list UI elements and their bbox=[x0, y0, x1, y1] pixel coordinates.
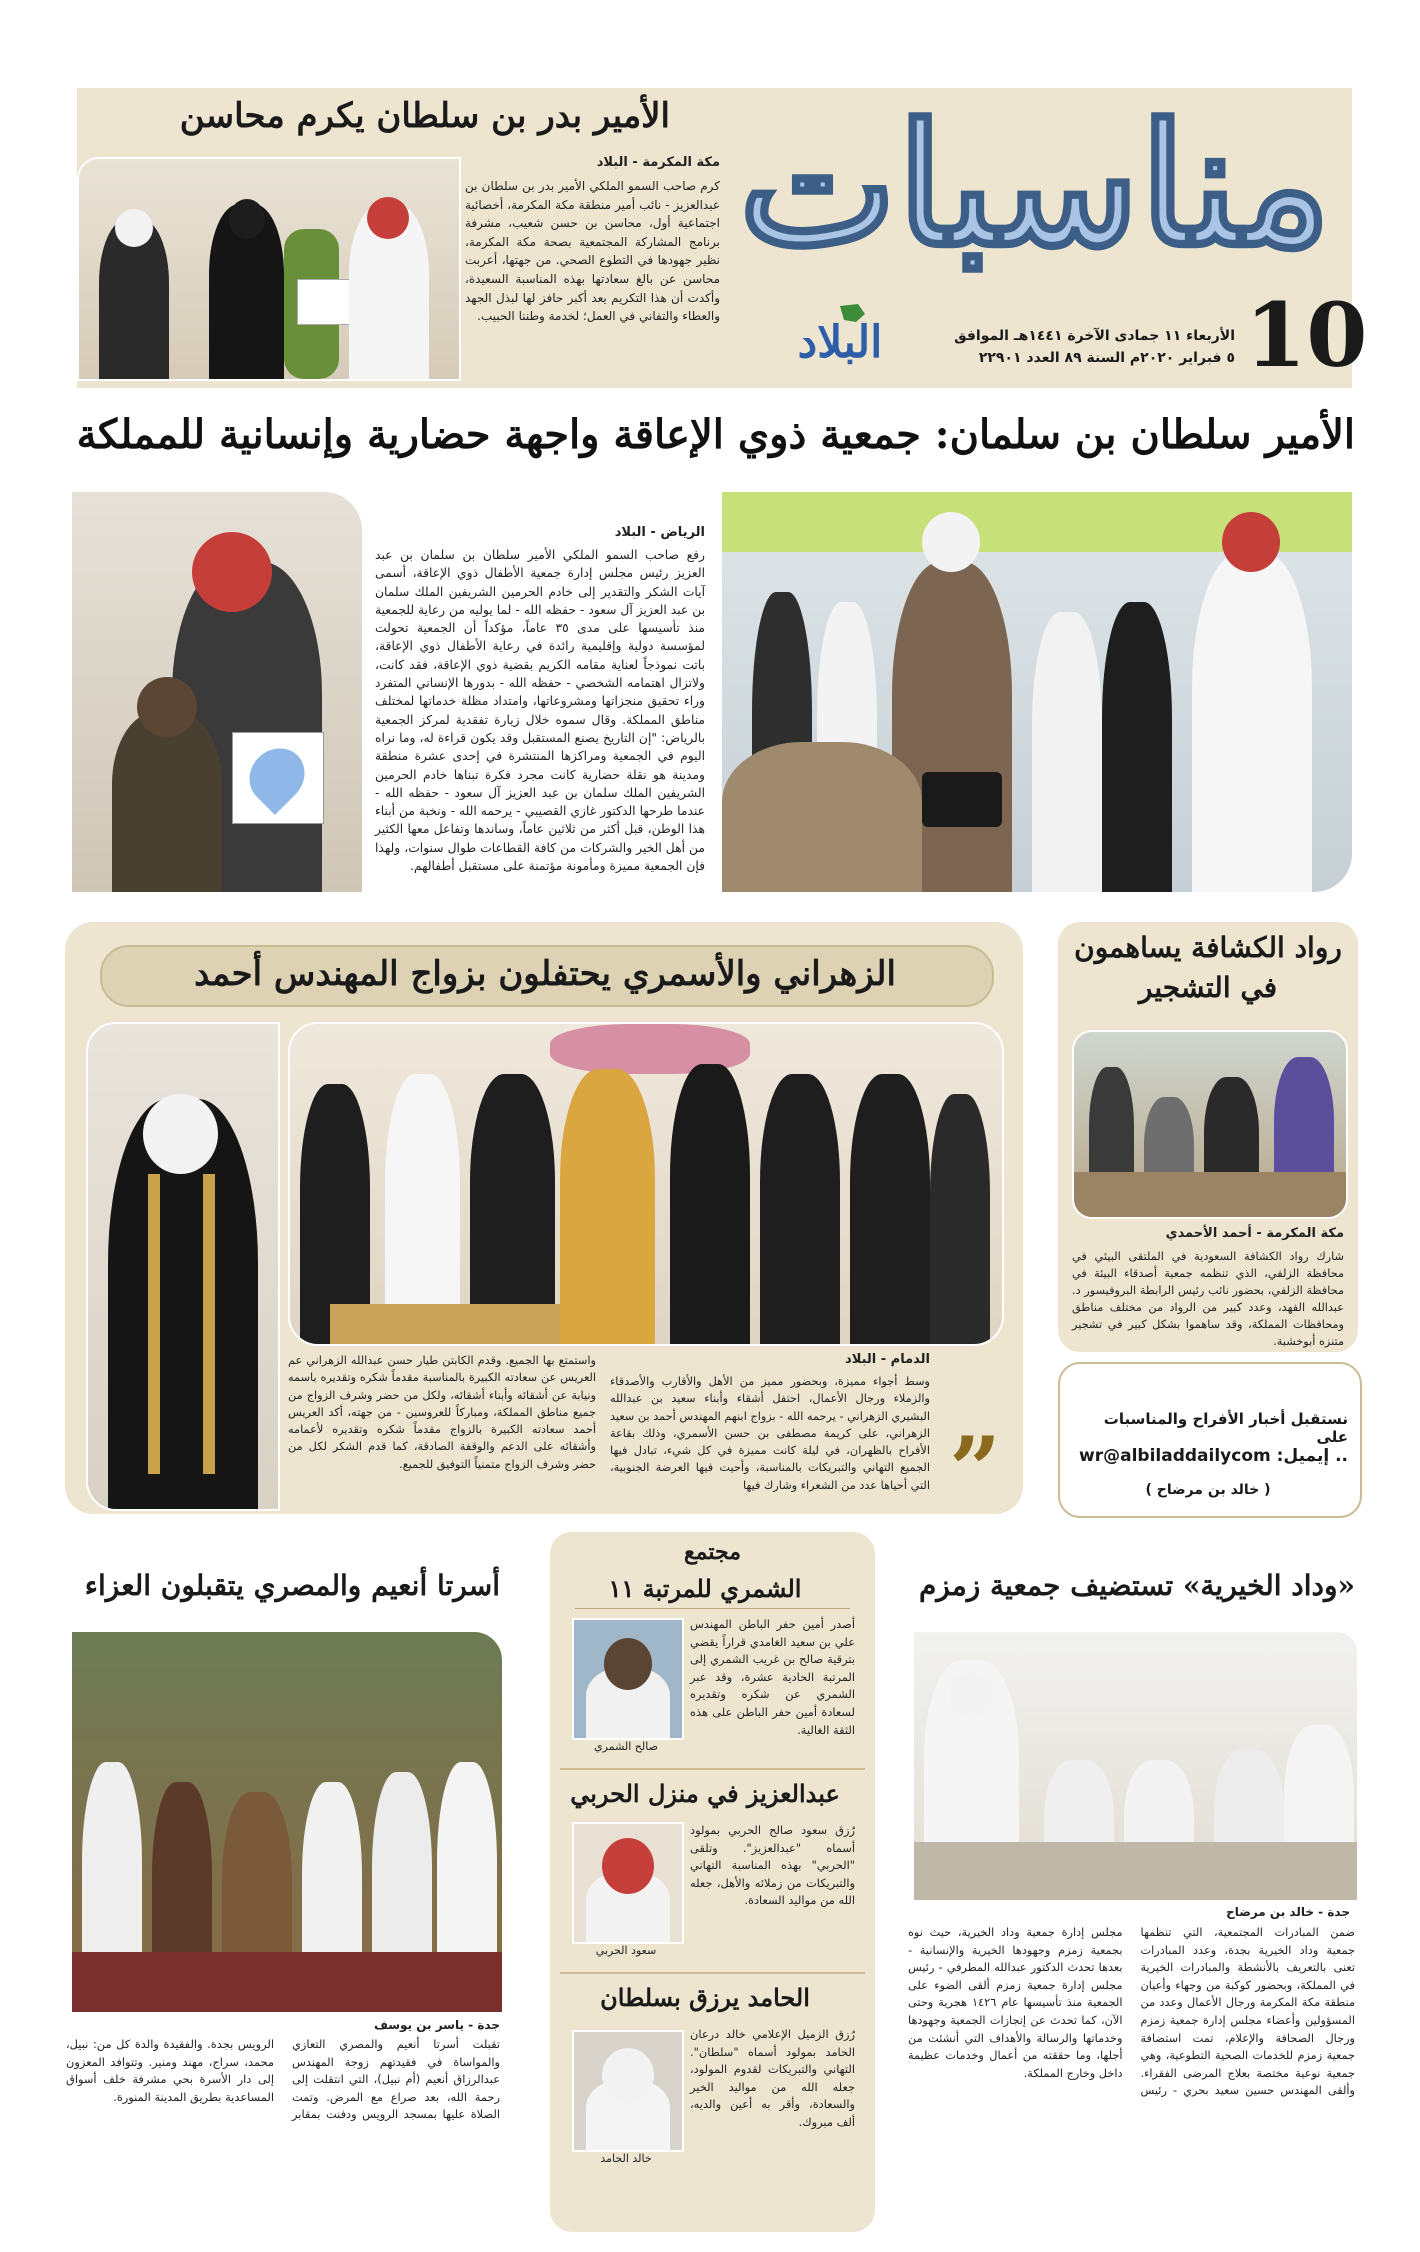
sultan-photo-side bbox=[70, 490, 364, 894]
condolence-headline: أسرتا أنعيم والمصري يتقبلون العزاء bbox=[84, 1569, 500, 1602]
community-item-2-caption: سعود الحربي bbox=[595, 1944, 657, 1957]
community-item-3-headline: الحامد يرزق بسلطان bbox=[600, 1983, 810, 2012]
sultan-body: رفع صاحب السمو الملكي الأمير سلطان بن سلمان بن عبد العزيز رئيس مجلس إدارة جمعية الأطفال ذوي الإعاقة، أسمى آيات الشكر والتقدير إلى خادم الحرمين الشريفين الملك سلمان بن عبد العزيز آل سعود - حفظه الله - لما يوليه من رعاية للجمعية منذ تأسيسها على مدى ٣٥ عاماً، مؤكداً أن الجمعية تحولت لمؤسسة دولية وإقليمية رائدة في رعاية الأطفال ذوي الإعاقة، باتت نموذجاً لعناية مقامه الكريم بقضية ذوي الإعاقة، فقد كانت، ولاتزال اهتمامه الشخصي - حفظه الله - بدورها الإنساني المتفرد وراء تحقيق منجزاتها ومشروعاتها، وامتداد مظلة خدماتها لمختلف مناطق المملكة. وقال سموه خلال زيارة تفقدية لمركز الجمعية بالرياض: "إن التاريخ يصنع المستقبل وقد يكون قراءة له، وما نراه اليوم في الجمعية ومراكزها المنتشرة في إحدى عشرة منطقة ومدينة هو نقلة حضارية كانت مجرد فكرة تبناها خادم الحرمين الشريفين الملك سلمان بن عبد العزيز آل سعود - حفظه الله - عندما طرحها الدكتور غازي القصيبي - يرحمه الله - ونخبة من أبناء هذا الوطن، قبل أكثر من ثلاثين عاماً، وساندها وتفاعل معها الكثير من أهل الخير والشركات من كافة القطاعات طوال سنوات، ولهذا فإن الجمعية مميزة ومأمونة مؤتمنة على مستقبل أطفالهم. bbox=[375, 548, 705, 874]
community-label: مجتمع bbox=[683, 1539, 742, 1565]
zahrani-photo-groom bbox=[86, 1022, 280, 1511]
zahrani-body-left: واستمتع بها الجميع. وقدم الكابتن طيار حسن عبدالله الزهراني عم العريس عن سعادته الكبيرة بالمناسبة مقدماً شكره وتقديره باسمه ونيابة عن أشقائه وأبناء أشقائه، ولكل من حضر وشرف الزواج من جميع مناطق المملكة، ومباركاً للعروسين - من جهته، أكد العريس أحمد سعادته الكبيرة بالزواج مقدماً شكره وتقديره لأعمامه وأشقائه على الدعم والوقفة الصادقة، كما قدم الشكر لكل من حضر وشرف الزواج متمنياً التوفيق للجميع. bbox=[288, 1354, 596, 1471]
newspaper-logo: البلاد bbox=[770, 300, 910, 375]
sultan-photo-main bbox=[720, 490, 1354, 894]
contact-email[interactable]: .. إيميل: wr@albiladdailycom bbox=[1079, 1446, 1348, 1466]
community-item-1-body: أصدر أمين حفر الباطن المهندس علي بن سعيد الغامدي قراراً يقضي بترقية صالح بن غريب الشمري إلى المرتبة الحادية عشرة، وقد عبر الشمري عن شكره وتقديره لسعادة أمين حفر الباطن على هذه الثقة الغالية. bbox=[690, 1617, 855, 1737]
zahrani-headline: الزهراني والأسمري يحتفلون بزواج المهندس أحمد bbox=[194, 954, 896, 994]
community-item-1-headline: الشمري للمرتبة ١١ bbox=[608, 1574, 802, 1603]
widad-byline: جدة - خالد بن مرضاح bbox=[1226, 1905, 1350, 1919]
community-item-2-headline: عبدالعزيز في منزل الحربي bbox=[570, 1779, 840, 1808]
badr-body: كرم صاحب السمو الملكي الأمير بدر بن سلطان بن عبدالعزيز - نائب أمير منطقة مكة المكرمة، أخصائية اجتماعية أول، محاسن بن حسن شعيب، مشرفة برنامج المشاركة المجتمعية بصحة مكة المكرمة، نظير جهودها في التطوع الصحي. من جهتها، أعربت محاسن عن بالغ سعادتها بهذه المناسبة السعيدة، وأكدت أن هذا التكريم يعد أكبر حافز لها لبذل الجهد والعطاء والتفاني في العمل؛ لخدمة وطننا الحبيب. bbox=[465, 179, 720, 324]
zahrani-body-right: وسط أجواء مميزة، وبحضور مميز من الأهل والأقارب والأصدقاء والزملاء ورجال الأعمال، احتفل أشقاء وأبناء سعيد بن عبدالله البشيري الزهراني - يرحمه الله - بزواج ابنهم المهندس أحمد بن سعيد الزهراني، على كريمة مصطفى بن حسن الأسمري، وذلك بقاعة الأفراح بالظهران، في ليلة كانت مميزة في كل شيء، تبادل فيها الجميع التهاني والتبريكات بالمناسبة، وأحيت فيها العرضة الجنوبية، التي أحياها عدد من الشعراء وشارك فيها bbox=[610, 1375, 930, 1492]
scouts-photo bbox=[1072, 1030, 1348, 1219]
condolence-byline: جدة - ياسر بن يوسف bbox=[373, 2018, 500, 2032]
sultan-headline: الأمير سلطان بن سلمان: جمعية ذوي الإعاقة واجهة حضارية وإنسانية للمملكة bbox=[76, 411, 1355, 458]
contact-name: ( خالد بن مرضاح ) bbox=[1145, 1482, 1271, 1498]
community-item-3-caption: خالد الحامد bbox=[600, 2152, 652, 2165]
community-item-2-body: رُزق سعود صالح الحربي بمولود أسماه "عبدالعزيز". وتلقى "الحربي" بهذه المناسبة التهاني والتبريكات من زملائه والأهل، جعله الله من مواليد السعادة. bbox=[690, 1823, 855, 1908]
badr-headline: الأمير بدر بن سلطان يكرم محاسن bbox=[179, 96, 670, 136]
badr-photo bbox=[77, 157, 461, 381]
community-item-1-photo bbox=[572, 1618, 684, 1740]
widad-body: ضمن المبادرات المجتمعية، التي تنظمها جمعية وداد الخيرية بجدة، وعدد المبادرات تعنى بالتعريف بالأنشطة والمبادرات الخيرية في المملكة، وبحضور كوكبة من وجهاء وأعيان منطقة مكة المكرمة ورجال الأعمال وعدد من المسؤولين وأعضاء مجلس إدارة جمعية زمزم ورجال الصحافة والإعلام، تمت استضافة جمعية زمزم للخدمات الصحية التطوعية، وهي جمعية نوعية مختصة بعلاج المرضى الفقراء. وألقى المهندس حسين سعيد بحري - رئيس مجلس إدارة جمعية وداد الخيرية، حيث نوه بجمعية زمزم وجهودها الخيرية والإنسانية - بعدها تحدث الدكتور عبدالله المطرفي - رئيس مجلس إدارة جمعية زمزم ألقى الضوء على الجمعية منذ تأسيسها عام ١٤٢٦ هجرية وحتى الآن، كما تحدث عن إنجازات الجمعية وجهودها وخدماتها والرسالة والأهداف التي أنشئت من أجلها، وما حققته من أعمال وخدمات عظيمة داخل وخارج المملكة. bbox=[908, 1926, 1355, 2098]
scouts-body: شارك رواد الكشافة السعودية في الملتقى البيئي في محافظة الزلفي، الذي تنظمه جمعية أصدقاء البيئة في محافظة الزلفي، بحضور نائب رئيس الرابطة البروفيسور د. عبدالله الفهد، وعدد كبير من الرواد من مختلف مناطق ومحافظات المملكة، وقد ساهموا بشكل كبير في تشجير متنزه أبوخشبة. bbox=[1072, 1250, 1344, 1348]
contact-line-1: نستقبل أخبار الأفراح والمناسبات على bbox=[1103, 1410, 1348, 1446]
scouts-byline: مكة المكرمة - أحمد الأحمدي bbox=[1165, 1226, 1344, 1241]
community-item-2-image bbox=[572, 1822, 684, 1944]
condolence-body: تقبلت أسرتا أنعيم والمصري التعازي والمواساة في فقيدتهم زوجة المهندس عبدالرزاق أنعيم (أم نبيل)، التي انتقلت إلى رحمة الله، بعد صراع مع المرض. وتمت الصلاة عليها بمسجد الرويس ودفنت بمقابر الرويس بجدة. والفقيدة والدة كل من: نبيل، محمد، سراج، مهند ومنير. وتتوافد المعزون إلى دار الأسرة بحي مشرفة خلف أسواق المساعدية بطريق المدينة المنورة. bbox=[66, 2037, 500, 2122]
date-line-1: الأربعاء ١١ جمادى الآخرة ١٤٤١هـ الموافق bbox=[954, 328, 1235, 344]
date-line-2: ٥ فبراير ٢٠٢٠م السنة ٨٩ العدد ٢٢٩٠١ bbox=[978, 350, 1235, 366]
community-item-3-image bbox=[572, 2030, 684, 2152]
sultan-byline: الرياض - البلاد bbox=[614, 525, 705, 540]
section-title: مناسبات bbox=[738, 86, 1332, 284]
scouts-headline: رواد الكشافة يساهمون في التشجير bbox=[1074, 931, 1342, 1004]
badr-byline: مكة المكرمة - البلاد bbox=[596, 155, 720, 170]
widad-photo bbox=[912, 1630, 1359, 1902]
quote-mark-icon: ” bbox=[949, 1417, 1001, 1523]
zahrani-photo-group bbox=[288, 1022, 1004, 1346]
community-item-3-body: رُزق الزميل الإعلامي خالد درعان الحامد بمولود أسماه "سلطان". التهاني والتبريكات لقدوم المولود، جعله الله من مواليد الخير والسعادة، وأقر به أعين والديه، ألف مبروك. bbox=[690, 2027, 855, 2129]
page-number: 10 bbox=[1245, 283, 1368, 387]
community-item-1-caption: صالح الشمري bbox=[594, 1740, 658, 1753]
widad-headline: «وداد الخيرية» تستضيف جمعية زمزم bbox=[918, 1569, 1355, 1602]
zahrani-byline: الدمام - البلاد bbox=[845, 1352, 930, 1367]
condolence-photo bbox=[70, 1630, 504, 2014]
